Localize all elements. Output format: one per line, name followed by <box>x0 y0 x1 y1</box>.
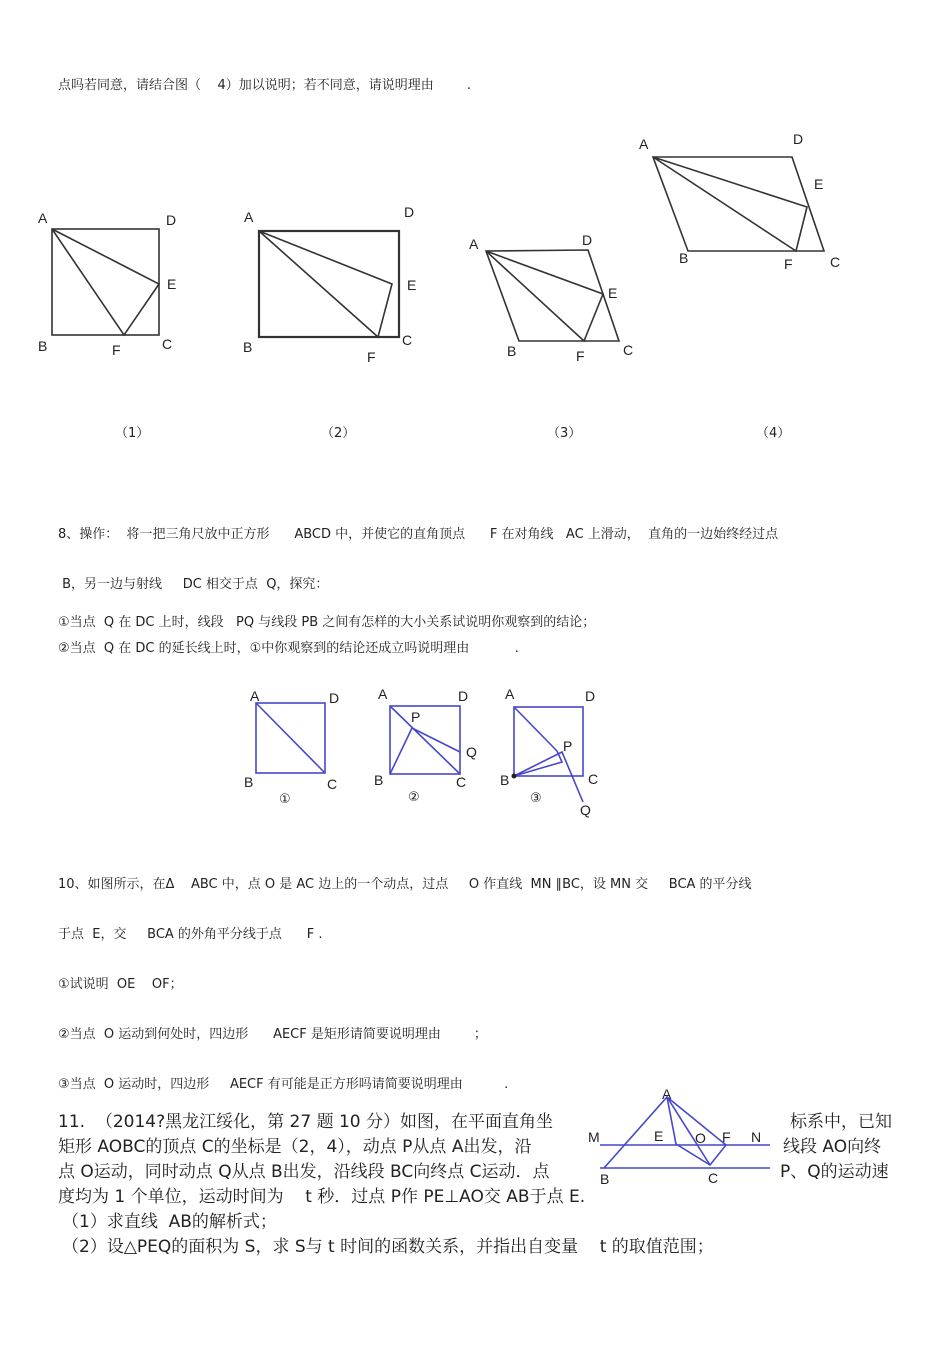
q10-line1: 10、如图所示，在Δ ABC 中，点 O 是 AC 边上的一个动点，过点 O 作直线 MN ∥BC，设 MN 交 BCA 的平分线 <box>58 877 752 892</box>
q8-line3: ①当点 Q 在 DC 上时，线段 PQ 与线段 PB 之间有怎样的大小关系试说明你观察到的结论； <box>58 615 596 630</box>
q11-line1b: 标系中，已知 <box>790 1112 892 1132</box>
q8-f3-A: A <box>505 686 515 702</box>
fig2-label-F: F <box>367 349 376 365</box>
q10-label-B: B <box>600 1171 610 1187</box>
fig3-label-E: E <box>608 285 618 301</box>
fig4-label-C: C <box>830 254 841 270</box>
q8-fig3-diagonal <box>514 707 557 751</box>
q8-line4: ②当点 Q 在 DC 的延长线上时，①中你观察到的结论还成立吗说明理由 . <box>58 641 519 656</box>
fig-caption-2: （2） <box>321 426 356 441</box>
q8-f2-C: C <box>456 774 467 790</box>
q8-f2-A: A <box>378 686 388 702</box>
q10-label-E: E <box>654 1128 664 1144</box>
q8-f3-Q: Q <box>580 802 591 818</box>
fig2-triangle <box>259 231 392 337</box>
q8-f3-D: D <box>585 688 596 704</box>
q10-label-N: N <box>751 1129 762 1145</box>
q10-label-O: O <box>695 1130 706 1146</box>
fig4-label-E: E <box>814 176 824 192</box>
q10-line5: ③当点 O 运动时，四边形 AECF 有可能是正方形吗请简要说明理由 . <box>58 1077 509 1092</box>
q8-f2-B: B <box>374 772 384 788</box>
fig3-label-F: F <box>576 348 585 364</box>
fig3-label-C: C <box>623 342 634 358</box>
q8-fig2-angle <box>390 728 460 774</box>
q11-line3a: 点 O运动，同时动点 Q从点 B出发，沿线段 BC向终点 C运动．点 <box>58 1162 550 1182</box>
q10-line2: 于点 E，交 BCA 的外角平分线于点 F . <box>58 927 323 942</box>
fig1-square <box>52 229 159 335</box>
fig3-parallelogram <box>486 250 619 341</box>
q8-f2-P: P <box>411 709 421 725</box>
q11-line1a: 11. （2014?黑龙江绥化，第 27 题 10 分）如图，在平面直角坐 <box>58 1112 554 1132</box>
q8-f3-B: B <box>500 772 510 788</box>
fig1-triangle <box>52 229 159 335</box>
q8-line1: 8、操作： 将一把三角尺放中正方形 ABCD 中，并使它的直角顶点 F 在对角线 AC 上滑动， 直角的一边始终经过点 <box>58 527 779 542</box>
q11-line5: （1）求直线 AB的解析式； <box>62 1212 277 1232</box>
fig1-label-C: C <box>162 336 173 352</box>
fig2-label-D: D <box>404 204 415 220</box>
q10-label-C: C <box>708 1170 719 1186</box>
q10-line3: ①试说明 OE OF； <box>58 977 183 992</box>
fig4-label-B: B <box>679 250 689 266</box>
q11-line4: 度均为 1 个单位，运动时间为 t 秒．过点 P作 PE⊥AO交 AB于点 E. <box>58 1187 586 1207</box>
q8-figures <box>0 690 950 830</box>
q10-label-A: A <box>662 1086 672 1102</box>
fig-caption-4: （4） <box>756 426 791 441</box>
fig2-rectangle <box>259 231 399 337</box>
q8-fig1-diagonal <box>256 703 325 773</box>
q10-label-F: F <box>722 1129 731 1145</box>
q8-f3-P: P <box>563 738 573 754</box>
q10-line4: ②当点 O 运动到何处时，四边形 AECF 是矩形请简要说明理由 ； <box>58 1027 487 1042</box>
q8-f1-D: D <box>329 690 340 706</box>
fig4-triangle <box>653 157 807 251</box>
q8-line2: B，另一边与射线 DC 相交于点 Q，探究： <box>58 577 329 592</box>
fig4-label-F: F <box>784 256 793 272</box>
fig-caption-1: （1） <box>115 426 150 441</box>
fig-caption-3: （3） <box>547 426 582 441</box>
q11-line2b: 线段 AO向终 <box>783 1137 882 1157</box>
q11-line2a: 矩形 AOBC的顶点 C的坐标是（2，4），动点 P从点 A出发，沿 <box>58 1137 532 1157</box>
q11-line3b: P、Q的运动速 <box>780 1162 889 1182</box>
fig2-label-E: E <box>407 277 417 293</box>
fig2-label-C: C <box>402 332 413 348</box>
fig1-label-F: F <box>112 342 121 358</box>
fig2-label-A: A <box>244 209 254 225</box>
q8-f1-B: B <box>244 774 254 790</box>
q8-f2-D: D <box>458 688 469 704</box>
q11-line6: （2）设△PEQ的面积为 S，求 S与 t 时间的函数关系，并指出自变量 t 的取值范围； <box>62 1237 714 1257</box>
fig1-label-E: E <box>167 276 177 292</box>
fig4-label-A: A <box>639 136 649 152</box>
q8-caption-2: ② <box>408 790 420 805</box>
figures-1-4 <box>0 120 950 420</box>
q8-f3-C: C <box>588 771 599 787</box>
q8-caption-1: ① <box>279 792 291 807</box>
fig1-label-D: D <box>166 212 177 228</box>
q8-f1-C: C <box>327 776 338 792</box>
q8-f1-A: A <box>250 688 260 704</box>
fig4-label-D: D <box>793 131 804 147</box>
fig3-label-D: D <box>582 232 593 248</box>
q8-fig3-angle <box>514 752 583 802</box>
q10-label-M: M <box>588 1129 600 1145</box>
fig3-triangle <box>486 251 603 341</box>
fig3-label-B: B <box>507 343 517 359</box>
q8-caption-3: ③ <box>530 791 542 806</box>
intro-text: 点吗若同意，请结合图（ 4）加以说明；若不同意，请说明理由 . <box>58 78 471 93</box>
fig2-label-B: B <box>243 339 253 355</box>
fig1-label-B: B <box>38 338 48 354</box>
q8-fig3-point-b <box>512 774 517 779</box>
q8-f2-Q: Q <box>466 744 477 760</box>
fig3-label-A: A <box>469 236 479 252</box>
q8-fig2-diagonal <box>390 706 460 774</box>
fig1-label-A: A <box>38 210 48 226</box>
